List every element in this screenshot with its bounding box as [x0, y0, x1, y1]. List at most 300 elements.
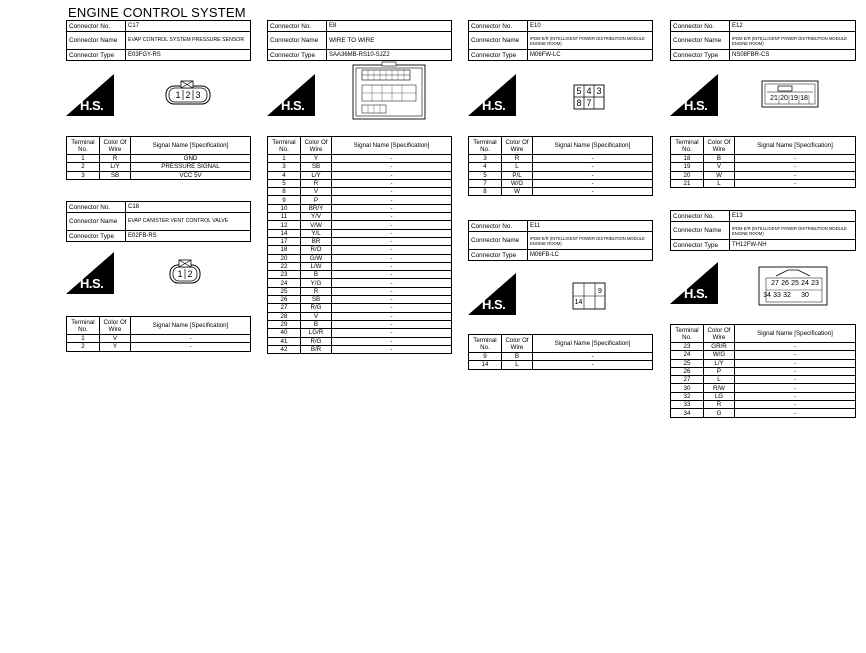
connector-name-value: EVAP CONTROL SYSTEM PRESSURE SENSOR — [126, 32, 251, 50]
wire-color: W — [502, 188, 533, 196]
hs-label: H.S. — [281, 98, 305, 113]
signal-name: - — [332, 329, 452, 337]
table-row — [268, 296, 452, 304]
table-row — [671, 155, 856, 163]
pin-label: 21 — [770, 95, 778, 102]
signal-name: - — [735, 401, 856, 409]
page-title: ENGINE CONTROL SYSTEM — [68, 5, 246, 20]
terminal-no-header: Terminal No. — [469, 335, 502, 353]
wire-color: P/L — [502, 171, 533, 179]
terminal-no-header: Terminal No. — [268, 137, 301, 155]
connector-no-value: C17 — [126, 21, 251, 32]
wire-color-header: Color Of Wire — [100, 317, 131, 335]
table-row — [268, 221, 452, 229]
table-row — [268, 287, 452, 295]
terminal-no: 26 — [268, 296, 301, 304]
table-row — [671, 376, 856, 384]
connector-type-label: Connector Type — [67, 231, 126, 242]
wire-color: L — [704, 376, 735, 384]
wire-color: L/Y — [301, 171, 332, 179]
terminal-no: 20 — [268, 254, 301, 262]
pin-label: 7 — [586, 98, 592, 108]
signal-name: - — [735, 343, 856, 351]
terminal-table-e10 — [468, 136, 653, 196]
connector-name-label: Connector Name — [67, 213, 126, 231]
signal-name: - — [533, 155, 653, 163]
connector-info-e8 — [267, 20, 452, 61]
harness-side-icon — [66, 252, 114, 294]
table-row — [268, 254, 452, 262]
table-row — [469, 353, 653, 361]
terminal-no: 5 — [268, 179, 301, 187]
pin-label: 34 — [763, 292, 771, 299]
signal-name: - — [332, 345, 452, 353]
connector-type-value: E03FGY-RS — [126, 50, 251, 61]
signal-name: - — [332, 262, 452, 270]
harness-side-icon — [670, 74, 718, 116]
signal-name: - — [735, 367, 856, 375]
signal-name: - — [332, 246, 452, 254]
terminal-no-header: Terminal No. — [671, 325, 704, 343]
connector-type-value: M06FB-LC — [528, 250, 653, 261]
wire-color: SB — [301, 296, 332, 304]
signal-name: - — [332, 221, 452, 229]
signal-name-header: Signal Name [Specification] — [332, 137, 452, 155]
signal-name: - — [332, 196, 452, 204]
signal-name: - — [533, 179, 653, 187]
wire-color: W — [704, 171, 735, 179]
connector-info-e13 — [670, 210, 856, 251]
signal-name: - — [332, 237, 452, 245]
signal-name: - — [332, 254, 452, 262]
terminal-no: 17 — [268, 237, 301, 245]
signal-name: - — [332, 204, 452, 212]
pin-label: 3 — [195, 90, 201, 100]
connector-no-value: E10 — [528, 21, 653, 32]
signal-name: - — [332, 304, 452, 312]
wire-color: L — [502, 163, 533, 171]
table-row — [67, 163, 251, 171]
terminal-table-e12 — [670, 136, 856, 188]
pin-label: 24 — [801, 280, 809, 287]
wire-color: R — [502, 155, 533, 163]
table-row — [268, 229, 452, 237]
wire-color: BR/Y — [301, 204, 332, 212]
hs-label: H.S. — [482, 297, 506, 312]
terminal-no: 10 — [268, 204, 301, 212]
table-row — [469, 171, 653, 179]
signal-name: - — [533, 353, 653, 361]
connector-no-label: Connector No. — [268, 21, 327, 32]
table-row — [268, 196, 452, 204]
wire-color: R — [704, 401, 735, 409]
hs-label: H.S. — [80, 98, 104, 113]
terminal-no: 18 — [671, 155, 704, 163]
wire-color-header: Color Of Wire — [704, 325, 735, 343]
terminal-no: 24 — [671, 351, 704, 359]
table-row — [67, 171, 251, 179]
terminal-no: 4 — [469, 163, 502, 171]
wire-color: R/G — [301, 337, 332, 345]
table-row — [67, 335, 251, 343]
connector-name-value: IPDM E/R (INTELLIGENT POWER DISTRIBUTION MODULE ENGINE ROOM) — [730, 32, 856, 50]
wire-color: SB — [100, 171, 131, 179]
table-row — [469, 163, 653, 171]
connector-no-label: Connector No. — [67, 21, 126, 32]
terminal-no: 32 — [671, 392, 704, 400]
connector-face-e8 — [352, 61, 426, 121]
pin-label: 18 — [800, 95, 808, 102]
table-row — [671, 163, 856, 171]
terminal-no: 42 — [268, 345, 301, 353]
connector-name-label: Connector Name — [67, 32, 126, 50]
connector-type-value: NS08FBR-CS — [730, 50, 856, 61]
connector-type-value: TH12FW-NH — [730, 240, 856, 251]
connector-no-value: E12 — [730, 21, 856, 32]
wire-color: B — [301, 320, 332, 328]
signal-name: - — [332, 155, 452, 163]
table-row — [268, 163, 452, 171]
connector-name-label: Connector Name — [671, 32, 730, 50]
table-row — [469, 179, 653, 187]
wire-color: V — [704, 163, 735, 171]
hs-label: H.S. — [80, 276, 104, 291]
pin-label: 20 — [780, 95, 788, 102]
wire-color: B — [704, 155, 735, 163]
wire-color: Y — [100, 343, 131, 351]
terminal-no-header: Terminal No. — [671, 137, 704, 155]
terminal-no: 3 — [469, 155, 502, 163]
signal-name: - — [332, 287, 452, 295]
terminal-no: 4 — [268, 171, 301, 179]
table-row — [671, 367, 856, 375]
wire-color-header: Color Of Wire — [502, 335, 533, 353]
table-row — [671, 392, 856, 400]
connector-name-value: EVAP CANISTER VENT CONTROL VALVE — [126, 213, 251, 231]
terminal-no: 12 — [268, 221, 301, 229]
table-row — [268, 204, 452, 212]
terminal-no: 1 — [268, 155, 301, 163]
wire-color: R/W — [704, 384, 735, 392]
connector-name-label: Connector Name — [671, 222, 730, 240]
signal-name: - — [533, 163, 653, 171]
signal-name: GND — [131, 155, 251, 163]
pin-label: 25 — [791, 280, 799, 287]
table-row — [671, 401, 856, 409]
wire-color: V/W — [301, 221, 332, 229]
wire-color: W/G — [704, 351, 735, 359]
terminal-no: 21 — [671, 179, 704, 187]
signal-name: - — [332, 271, 452, 279]
connector-type-label: Connector Type — [67, 50, 126, 61]
wire-color: Y/L — [301, 229, 332, 237]
table-row — [469, 188, 653, 196]
connector-no-label: Connector No. — [671, 21, 730, 32]
terminal-no-header: Terminal No. — [67, 317, 100, 335]
connector-no-value: E11 — [528, 221, 653, 232]
wire-color: L — [502, 361, 533, 369]
terminal-no: 41 — [268, 337, 301, 345]
pin-label: 26 — [781, 280, 789, 287]
signal-name-header: Signal Name [Specification] — [533, 335, 653, 353]
terminal-no-header: Terminal No. — [469, 137, 502, 155]
terminal-no: 2 — [67, 343, 100, 351]
connector-no-label: Connector No. — [469, 21, 528, 32]
pin-label: 33 — [773, 292, 781, 299]
connector-info-e12 — [670, 20, 856, 61]
signal-name: - — [332, 171, 452, 179]
signal-name: VCC 5V — [131, 171, 251, 179]
wire-color-header: Color Of Wire — [301, 137, 332, 155]
table-row — [469, 361, 653, 369]
signal-name: - — [735, 409, 856, 417]
table-row — [268, 262, 452, 270]
signal-name-header: Signal Name [Specification] — [735, 137, 856, 155]
signal-name: - — [332, 312, 452, 320]
wire-color: R — [301, 287, 332, 295]
signal-name-header: Signal Name [Specification] — [131, 137, 251, 155]
table-row — [671, 359, 856, 367]
wire-color: L/Y — [100, 163, 131, 171]
terminal-no: 5 — [469, 171, 502, 179]
wire-color: G/W — [301, 254, 332, 262]
signal-name: - — [735, 392, 856, 400]
wire-color: R/G — [301, 304, 332, 312]
wire-color: L — [704, 179, 735, 187]
table-row — [671, 384, 856, 392]
wire-color: B — [301, 271, 332, 279]
terminal-no: 29 — [268, 320, 301, 328]
table-row — [67, 343, 251, 351]
terminal-no: 8 — [268, 188, 301, 196]
wire-color: LG — [704, 392, 735, 400]
wire-color: W/G — [502, 179, 533, 187]
signal-name: - — [332, 213, 452, 221]
terminal-no: 19 — [671, 163, 704, 171]
signal-name: - — [332, 320, 452, 328]
signal-name: - — [533, 188, 653, 196]
terminal-no: 14 — [268, 229, 301, 237]
signal-name-header: Signal Name [Specification] — [533, 137, 653, 155]
connector-name-value: WIRE TO WIRE — [327, 32, 452, 50]
terminal-no: 23 — [268, 271, 301, 279]
table-row — [671, 409, 856, 417]
signal-name: - — [735, 376, 856, 384]
terminal-no: 30 — [671, 384, 704, 392]
signal-name: - — [735, 163, 856, 171]
signal-name: PRESSURE SIGNAL — [131, 163, 251, 171]
table-row — [268, 237, 452, 245]
connector-name-label: Connector Name — [268, 32, 327, 50]
wire-color: R — [301, 179, 332, 187]
connector-face-e11 — [572, 282, 606, 310]
connector-info-c18 — [66, 201, 251, 242]
wire-color-header: Color Of Wire — [100, 137, 131, 155]
terminal-no: 24 — [268, 279, 301, 287]
wire-color: G — [704, 409, 735, 417]
wire-color: SB — [301, 163, 332, 171]
wire-color: V — [301, 188, 332, 196]
wire-color: V — [301, 312, 332, 320]
table-row — [671, 171, 856, 179]
connector-name-label: Connector Name — [469, 232, 528, 250]
table-row — [268, 329, 452, 337]
connector-name-value: IPDM E/R (INTELLIGENT POWER DISTRIBUTION MODULE ENGINE ROOM) — [730, 222, 856, 240]
terminal-no: 8 — [469, 188, 502, 196]
wire-color: R — [100, 155, 131, 163]
table-row — [268, 337, 452, 345]
harness-side-icon — [66, 74, 114, 116]
signal-name: - — [735, 384, 856, 392]
table-row — [268, 179, 452, 187]
terminal-table-e11 — [468, 334, 653, 370]
pin-label: 27 — [771, 280, 779, 287]
harness-side-icon — [267, 74, 315, 116]
table-row — [671, 351, 856, 359]
connector-type-value: E02FB-RS — [126, 231, 251, 242]
terminal-no: 28 — [268, 312, 301, 320]
terminal-no: 33 — [671, 401, 704, 409]
table-row — [268, 155, 452, 163]
table-row — [67, 155, 251, 163]
connector-face-e13 — [758, 266, 828, 306]
terminal-no: 11 — [268, 213, 301, 221]
terminal-no: 3 — [67, 171, 100, 179]
table-row — [469, 155, 653, 163]
table-row — [268, 271, 452, 279]
connector-type-label: Connector Type — [268, 50, 327, 61]
table-row — [268, 279, 452, 287]
connector-name-value: IPDM E/R (INTELLIGENT POWER DISTRIBUTION MODULE ENGINE ROOM) — [528, 32, 653, 50]
signal-name: - — [131, 335, 251, 343]
table-row — [268, 213, 452, 221]
terminal-no: 27 — [671, 376, 704, 384]
terminal-table-c18 — [66, 316, 251, 352]
table-row — [268, 312, 452, 320]
pin-label: 19 — [790, 95, 798, 102]
hs-label: H.S. — [684, 286, 708, 301]
connector-no-label: Connector No. — [469, 221, 528, 232]
wire-color: L/W — [301, 262, 332, 270]
table-row — [671, 179, 856, 187]
signal-name-header: Signal Name [Specification] — [735, 325, 856, 343]
terminal-no: 7 — [469, 179, 502, 187]
terminal-no: 9 — [268, 196, 301, 204]
pin-label: 23 — [811, 280, 819, 287]
connector-name-label: Connector Name — [469, 32, 528, 50]
terminal-no: 2 — [67, 163, 100, 171]
pin-label: 14 — [574, 299, 583, 306]
connector-face-c18 — [168, 259, 202, 285]
wire-color-header: Color Of Wire — [502, 137, 533, 155]
connector-face-e12 — [761, 80, 819, 108]
table-row — [268, 345, 452, 353]
terminal-no: 9 — [469, 353, 502, 361]
terminal-no: 1 — [67, 155, 100, 163]
terminal-no: 18 — [268, 246, 301, 254]
terminal-no: 40 — [268, 329, 301, 337]
connector-info-e10 — [468, 20, 653, 61]
wire-color: Y/V — [301, 213, 332, 221]
connector-no-value: E8 — [327, 21, 452, 32]
pin-label: 30 — [801, 292, 809, 299]
terminal-table-e13 — [670, 324, 856, 418]
signal-name: - — [332, 337, 452, 345]
table-row — [268, 320, 452, 328]
wire-color: V — [100, 335, 131, 343]
signal-name: - — [735, 351, 856, 359]
signal-name: - — [131, 343, 251, 351]
harness-side-icon — [468, 273, 516, 315]
signal-name: - — [332, 188, 452, 196]
pin-label: 5 — [576, 86, 582, 96]
connector-face-c17 — [163, 80, 213, 106]
pin-label: 3 — [596, 86, 602, 96]
connector-no-label: Connector No. — [671, 211, 730, 222]
wire-color: B/R — [301, 345, 332, 353]
terminal-no: 26 — [671, 367, 704, 375]
wire-color: B — [502, 353, 533, 361]
connector-face-e10 — [573, 84, 605, 110]
wire-color: P — [704, 367, 735, 375]
connector-name-value: IPDM E/R (INTELLIGENT POWER DISTRIBUTION MODULE ENGINE ROOM) — [528, 232, 653, 250]
terminal-no: 34 — [671, 409, 704, 417]
signal-name: - — [332, 279, 452, 287]
table-row — [268, 188, 452, 196]
pin-label: 8 — [576, 98, 582, 108]
hs-label: H.S. — [482, 98, 506, 113]
terminal-no-header: Terminal No. — [67, 137, 100, 155]
wire-color: BR — [301, 237, 332, 245]
harness-side-icon — [468, 74, 516, 116]
table-row — [268, 304, 452, 312]
connector-info-e11 — [468, 220, 653, 261]
signal-name: - — [533, 171, 653, 179]
wire-color-header: Color Of Wire — [704, 137, 735, 155]
terminal-no: 25 — [268, 287, 301, 295]
wire-color: LG/R — [301, 329, 332, 337]
signal-name: - — [735, 155, 856, 163]
wire-color: R/O — [301, 246, 332, 254]
table-row — [268, 171, 452, 179]
table-row — [268, 246, 452, 254]
terminal-no: 27 — [268, 304, 301, 312]
terminal-no: 20 — [671, 171, 704, 179]
pin-label: 2 — [187, 269, 193, 279]
connector-no-value: E13 — [730, 211, 856, 222]
pin-label: 32 — [783, 292, 791, 299]
pin-label: 9 — [598, 288, 602, 295]
pin-label: 2 — [185, 90, 191, 100]
terminal-no: 22 — [268, 262, 301, 270]
wire-color: GR/R — [704, 343, 735, 351]
connector-no-value: C18 — [126, 202, 251, 213]
signal-name: - — [332, 229, 452, 237]
wire-color: Y/G — [301, 279, 332, 287]
connector-type-value: M06FW-LC — [528, 50, 653, 61]
terminal-no: 25 — [671, 359, 704, 367]
terminal-no: 3 — [268, 163, 301, 171]
pin-label: 1 — [177, 269, 183, 279]
wire-color: L/Y — [704, 359, 735, 367]
pin-label: 4 — [586, 86, 592, 96]
terminal-no: 14 — [469, 361, 502, 369]
signal-name: - — [735, 359, 856, 367]
signal-name: - — [332, 296, 452, 304]
wire-color: P — [301, 196, 332, 204]
signal-name-header: Signal Name [Specification] — [131, 317, 251, 335]
terminal-no: 1 — [67, 335, 100, 343]
